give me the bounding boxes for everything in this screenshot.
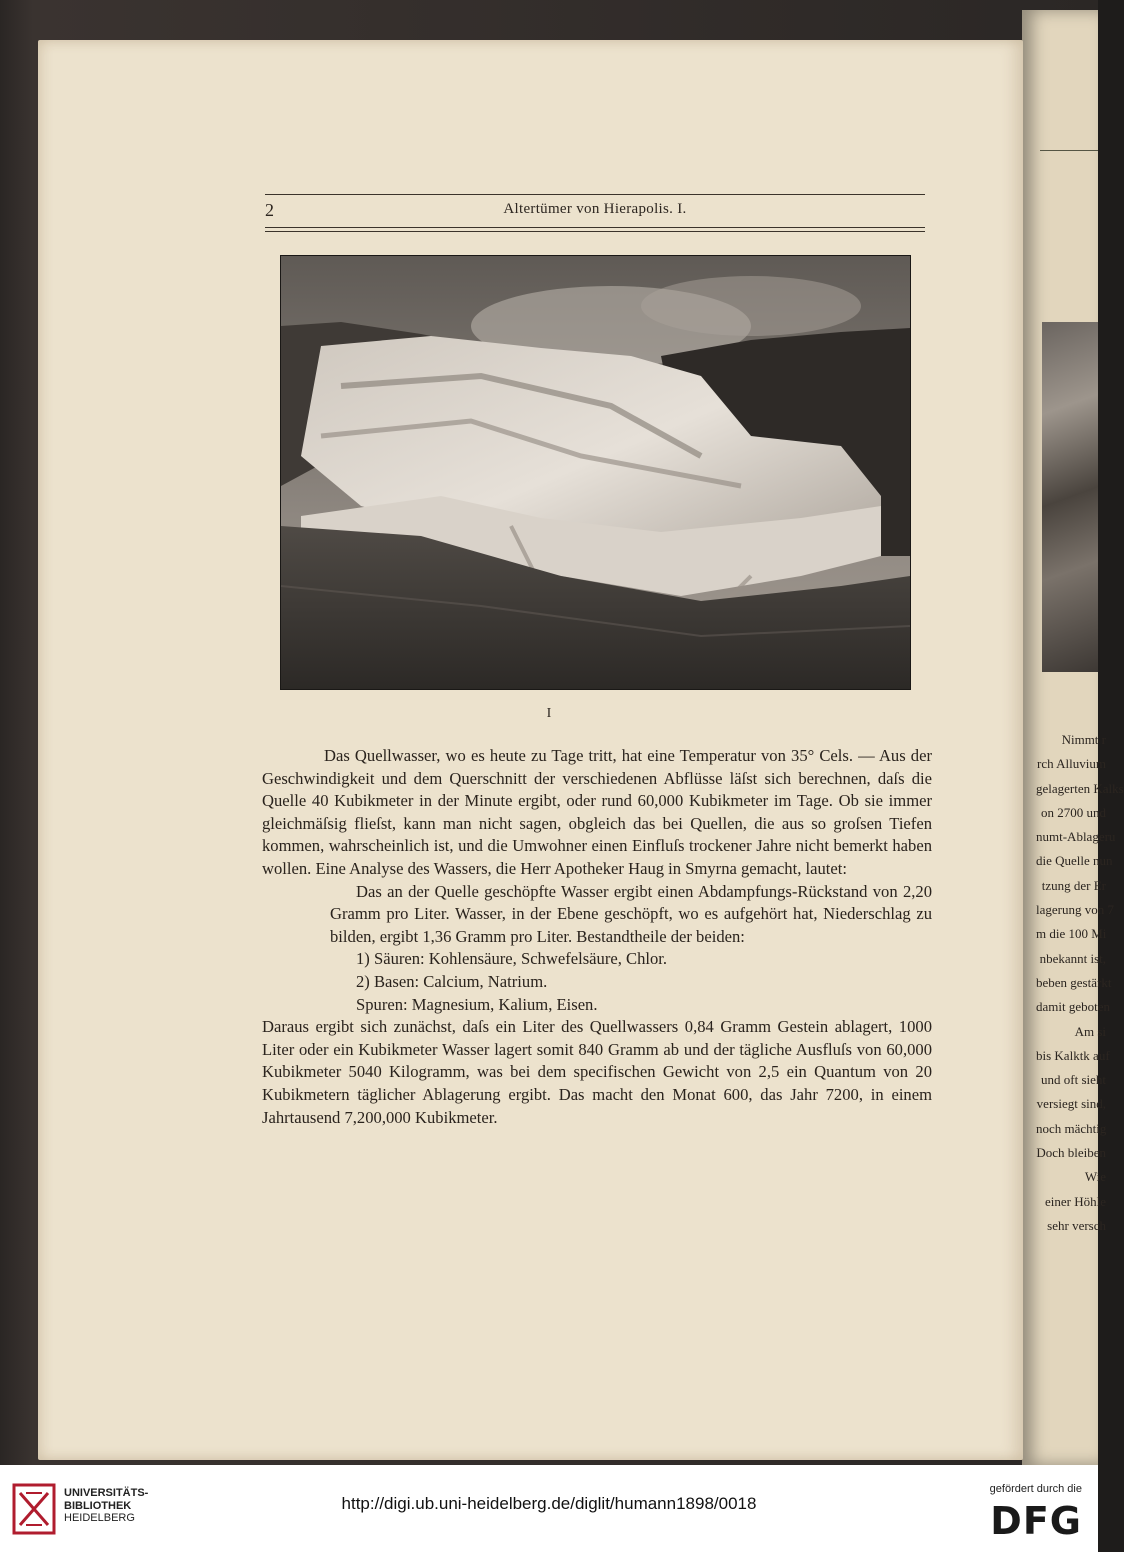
travertine-terraces-illustration — [281, 256, 910, 689]
paragraph-1: Das Quellwasser, wo es heute zu Tage tritt, hat eine Temperatur von 35° Cels. — Aus der Geschwindigkeit und dem Querschnitt der verschiedenen Abflüsse läſst sich berechnen, daſs die Quelle 40 Kubikmeter in der Minute ergibt, oder rund 60,000 Kubikmeter im Tage. Ob sie immer gleichmäſsig flieſst, kann man nicht sagen, obgleich das bei Quellen, die aus so groſsen Tiefen kommen, wahrscheinlich ist, und die Umwohner einen Einfluſs trockener Jahre nicht bemerkt haben wollen. Eine Analyse des Wassers, die Herr Apotheker Haug in Smyrna gemacht, lautet: — [262, 746, 932, 878]
page-number: 2 — [265, 200, 274, 220]
library-name-line-2: BIBLIOTHEK — [64, 1499, 132, 1512]
paragraph-2: Daraus ergibt sich zunächst, daſs ein Liter des Quellwassers 0,84 Gramm Gestein ablagert, 1000 Liter oder ein Kubikmeter Wasser lagert somit 840 Gramm ab und der tägliche Ausfluſs von 60,000 Kubikmeter 5040 Kilogramm, was bei dem specifischen Gewicht von 2,5 ein Quantum von 20 Kubikmetern täglicher Ablagerung ergibt. Das macht den Monat 600, das Jahr 7200, in einem Jahrtausend 7,200,000 Kubikmeter. — [262, 1017, 932, 1127]
adjacent-page-line: gelagerten Kalks — [1036, 780, 1124, 796]
dfg-logo: DFG — [990, 1499, 1082, 1543]
adjacent-page-line: sehr versch — [1047, 1217, 1106, 1233]
adjacent-page-line: Nimmt r — [1061, 732, 1106, 747]
adjacent-page-line: und oft sieht — [1041, 1072, 1106, 1088]
adjacent-page — [1022, 10, 1124, 1465]
funding-caption: gefördert durch die — [989, 1483, 1082, 1495]
adjacent-page-line: beben gestärkt — [1036, 974, 1112, 990]
analysis-quote: Das an der Quelle geschöpfte Wasser ergibt einen Abdampfungs-Rückstand von 2,20 Gramm pro Liter. Wasser, in der Ebene geschöpft, wo es aufgehört hat, Niederschlag zu bilden, ergibt 1,36 Gramm pro Liter. Bestandtheile der beiden: — [330, 881, 932, 946]
adjacent-page-photo — [1042, 322, 1098, 672]
figure-caption: I — [546, 706, 552, 721]
adjacent-page-line: rch Alluvium — [1037, 756, 1106, 772]
library-name-line-3: HEIDELBERG — [64, 1512, 135, 1524]
adjacent-page-line: numt-Ablageru — [1036, 829, 1116, 845]
page-header — [265, 200, 925, 224]
adjacent-page-line: Wie — [1084, 1169, 1106, 1185]
adjacent-page-line: Am si — [1074, 1023, 1106, 1039]
library-name-line-1: UNIVERSITÄTS- — [64, 1487, 149, 1499]
adjacent-page-line: lagerung von 7 — [1036, 902, 1114, 918]
adjacent-page-line: versiegt sind, — [1036, 1096, 1106, 1112]
adjacent-page-line: damit geboten — [1036, 999, 1111, 1015]
adjacent-page-line: Doch bleiben — [1036, 1145, 1106, 1161]
adjacent-page-line: m die 100 Mi — [1036, 926, 1107, 942]
permalink-url[interactable]: http://digi.ub.uni-heidelberg.de/diglit/humann1898/0018 — [341, 1494, 757, 1513]
adjacent-page-line: on 2700 und — [1041, 804, 1106, 820]
analysis-item-bases: 2) Basen: Calcium, Natrium. — [356, 971, 548, 991]
analysis-item-acids: 1) Säuren: Kohlensäure, Schwefelsäure, Chlor. — [356, 949, 668, 969]
header-rule-bottom — [265, 227, 925, 228]
adjacent-page-line: nbekannt ist, — [1039, 950, 1106, 966]
adjacent-page-text — [1036, 728, 1124, 1238]
header-rule-bottom-thin — [265, 231, 925, 232]
adjacent-page-line: einer Höhle — [1044, 1193, 1106, 1209]
running-title: Altertümer von Hierapolis. I. — [503, 201, 687, 217]
figure-photograph — [280, 255, 911, 690]
adjacent-page-line: tzung der Er — [1041, 877, 1106, 893]
adjacent-page-rule — [1040, 150, 1098, 151]
header-rule-top — [265, 194, 925, 195]
adjacent-page-line: noch mächtig — [1036, 1120, 1107, 1136]
adjacent-page-line: bis Kalktk auf — [1036, 1047, 1110, 1063]
footer-bar — [0, 1465, 1098, 1552]
analysis-item-traces: Spuren: Magnesium, Kalium, Eisen. — [356, 994, 598, 1014]
adjacent-page-line: die Quelle nun — [1036, 853, 1113, 869]
body-text — [262, 745, 932, 1129]
